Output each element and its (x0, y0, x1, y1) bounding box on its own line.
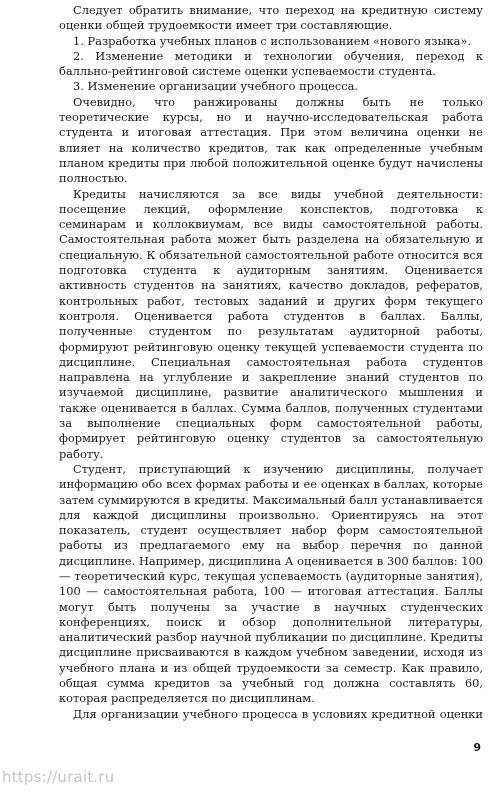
paragraph-student: Студент, приступающий к изучению дисциплины, получает информацию обо всех формах работы и ее оценках в баллах, которые затем суммируются в кредиты. Максимальный балл устанавливается для каждой дисциплины произвольно. Ориентируясь на этот показатель, студент осуществляет набор форм самостоятельной работы из предлагаемого ему на выбор перечня по данной дисциплине. Например, дисциплина А оценивается в 300 баллов: 100 — теоретический курс, текущая успеваемость (аудиторные занятия), 100 — самостоятельная работа, 100 — итоговая аттестация. Баллы могут быть получены за участие в научных студенческих конференциях, поиск и обзор дополнительной литературы, аналитический разбор научной публикации по дисциплине. Кредиты дисциплине присваиваются в каждом учебном заведении, исходя из учебного плана и из общей трудоемкости за семестр. Как правило, общая сумма кредитов за учебный год должна составлять 60, которая распределяется по дисциплинам. (59, 461, 483, 706)
paragraph-ranking: Очевидно, что ранжированы должны быть не только теоретические курсы, но и научно-исследовательская работа студента и итоговая аттестация. При этом величина оценки не влияет на количество кредитов, так как определенные учебным планом кредиты при любой положительной оценке будут начислены полностью. (59, 94, 483, 186)
paragraph-intro: Следует обратить внимание, что переход на кредитную систему оценки общей трудоемкости имеет три составляющие. (59, 3, 483, 33)
paragraph-organization: Для организации учебного процесса в условиях кредитной оценки (73, 706, 483, 721)
body-text (59, 3, 483, 721)
list-item-2: 2. Изменение методики и технологии обучения, переход к балльно-рейтинговой системе оценки успеваемости студента. (59, 48, 483, 79)
page-number: 9 (473, 741, 481, 754)
list-item-3: 3. Изменение организации учебного процесса. (73, 79, 359, 94)
watermark-url: https://urait.ru (2, 768, 115, 786)
paragraph-credits: Кредиты начисляются за все виды учебной деятельности: посещение лекций, оформление конспектов, подготовка к семинарам и коллоквиумам, все виды самостоятельной работы. Самостоятельная работа может быть разделена на обязательную и специальную. К обязательной самостоятельной работе относится вся подготовка студента к аудиторным занятиям. Оценивается активность студентов на занятиях, качество докладов, рефератов, контрольных работ, тестовых заданий и других форм текущего контроля. Оценивается работа студентов в баллах. Баллы, полученные студентом по результатам аудиторной работы, формируют рейтинговую оценку текущей успеваемости студента по дисциплине. Специальная самостоятельная работа студентов направлена на углубление и закрепление знаний студентов по изучаемой дисциплине, развитие аналитического мышления и также оценивается в баллах. Сумма баллов, полученных студентами за выполнение специальных форм самостоятельной работы, формирует рейтинговую оценку студентов за самостоятельную работу. (59, 186, 483, 461)
list-item-1: 1. Разработка учебных планов с использованием «нового языка». (73, 33, 472, 48)
